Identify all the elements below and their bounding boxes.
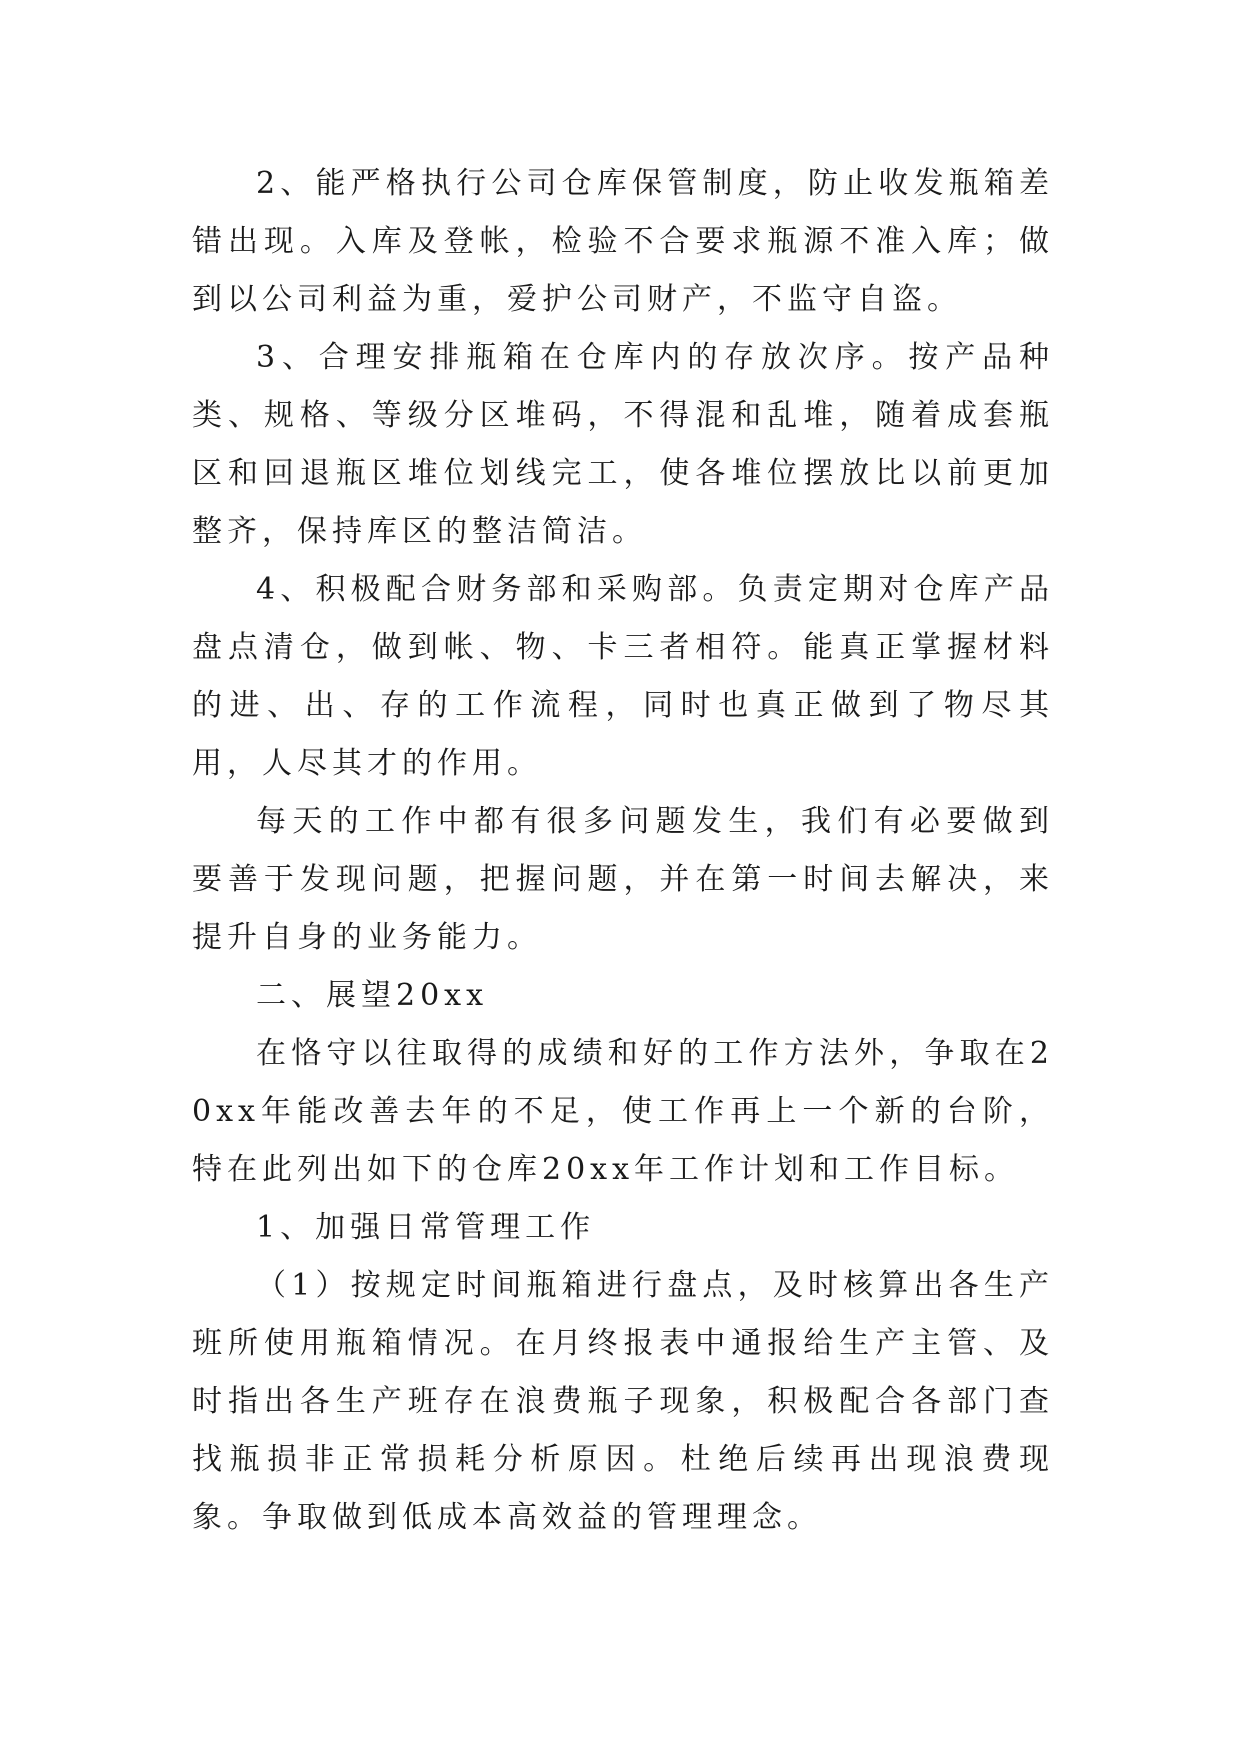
paragraph-outlook-intro: 在恪守以往取得的成绩和好的工作方法外，争取在20xx年能改善去年的不足，使工作再上一个新的台阶，特在此列出如下的仓库20xx年工作计划和工作目标。 [192,1036,1054,1187]
document-body [192,155,1054,1547]
paragraph-bottle-custody: 2、能严格执行公司仓库保管制度，防止收发瓶箱差错出现。入库及登帐，检验不合要求瓶源不准入库；做到以公司利益为重，爱护公司财产，不监守自盗。 [192,166,1054,317]
subheading-daily-management: 1、加强日常管理工作 [256,1210,596,1245]
paragraph-problem-solving: 每天的工作中都有很多问题发生，我们有必要做到要善于发现问题，把握问题，并在第一时间去解决，来提升自身的业务能力。 [192,804,1054,955]
paragraph-periodic-count: （1）按规定时间瓶箱进行盘点，及时核算出各生产班所使用瓶箱情况。在月终报表中通报给生产主管、及时指出各生产班存在浪费瓶子现象，积极配合各部门查找瓶损非正常损耗分析原因。杜绝后续再出现浪费现象。争取做到低成本高效益的管理理念。 [192,1268,1054,1535]
paragraph-storage-order: 3、合理安排瓶箱在仓库内的存放次序。按产品种类、规格、等级分区堆码，不得混和乱堆，随着成套瓶区和回退瓶区堆位划线完工，使各堆位摆放比以前更加整齐，保持库区的整洁简洁。 [192,340,1054,549]
section-heading-outlook: 二、展望20xx [256,978,489,1013]
paragraph-inventory-check: 4、积极配合财务部和采购部。负责定期对仓库产品盘点清仓，做到帐、物、卡三者相符。能真正掌握材料的进、出、存的工作流程，同时也真正做到了物尽其用，人尽其才的作用。 [192,572,1054,781]
